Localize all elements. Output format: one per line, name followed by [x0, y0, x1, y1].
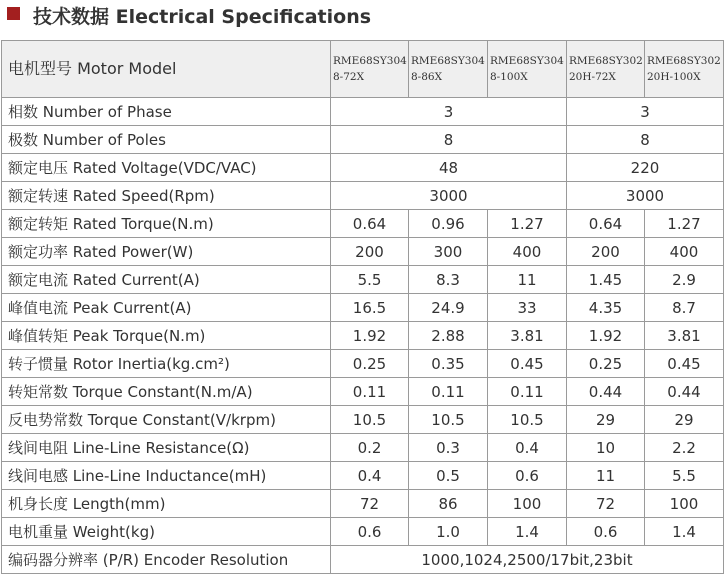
row-label: 线间电感 Line-Line Inductance(mH) [2, 462, 331, 490]
value-cell: 400 [488, 238, 567, 266]
table-row [2, 434, 724, 462]
value-cell: 10.5 [409, 406, 488, 434]
value-cell: 400 [645, 238, 724, 266]
table-row [2, 210, 724, 238]
value-cell: 1.92 [567, 322, 645, 350]
table-row [2, 350, 724, 378]
spec-table-body [2, 41, 724, 574]
value-cell: 1.4 [488, 518, 567, 546]
value-cell: 1.0 [409, 518, 488, 546]
model-name: RME68SY30220H-100X [645, 41, 724, 98]
value-cell-group-a: 48 [331, 154, 567, 182]
table-row [2, 238, 724, 266]
value-cell: 10.5 [488, 406, 567, 434]
value-cell: 72 [567, 490, 645, 518]
row-label: 编码器分辨率 (P/R) Encoder Resolution [2, 546, 331, 574]
table-row [2, 322, 724, 350]
value-cell: 2.9 [645, 266, 724, 294]
value-cell-group-a: 3 [331, 98, 567, 126]
value-cell: 100 [645, 490, 724, 518]
table-row [2, 406, 724, 434]
row-label: 转子惯量 Rotor Inertia(kg.cm²) [2, 350, 331, 378]
value-cell: 0.6 [331, 518, 409, 546]
value-cell: 8.3 [409, 266, 488, 294]
table-row [2, 266, 724, 294]
value-cell: 11 [488, 266, 567, 294]
value-cell: 100 [488, 490, 567, 518]
value-cell: 0.44 [567, 378, 645, 406]
value-cell: 0.11 [409, 378, 488, 406]
value-cell: 0.6 [488, 462, 567, 490]
value-cell: 8.7 [645, 294, 724, 322]
value-cell: 1.27 [645, 210, 724, 238]
value-cell: 0.44 [645, 378, 724, 406]
value-cell: 72 [331, 490, 409, 518]
value-cell: 29 [567, 406, 645, 434]
value-cell: 24.9 [409, 294, 488, 322]
value-cell: 0.96 [409, 210, 488, 238]
model-name: RME68SY3048-86X [409, 41, 488, 98]
value-cell: 0.6 [567, 518, 645, 546]
value-cell-group-b: 220 [567, 154, 724, 182]
value-cell: 0.4 [488, 434, 567, 462]
table-row [2, 154, 724, 182]
row-label: 额定电压 Rated Voltage(VDC/VAC) [2, 154, 331, 182]
value-cell: 2.88 [409, 322, 488, 350]
table-row [2, 294, 724, 322]
table-row [2, 546, 724, 574]
value-cell: 0.4 [331, 462, 409, 490]
value-cell: 0.64 [567, 210, 645, 238]
value-cell: 0.11 [331, 378, 409, 406]
row-label: 峰值电流 Peak Current(A) [2, 294, 331, 322]
value-cell: 0.35 [409, 350, 488, 378]
table-row [2, 98, 724, 126]
value-cell: 0.5 [409, 462, 488, 490]
header-label: 电机型号 Motor Model [2, 41, 331, 98]
value-cell-group-a: 3000 [331, 182, 567, 210]
section-title: 技术数据 Electrical Specifications [33, 6, 372, 28]
table-row [2, 518, 724, 546]
table-row [2, 378, 724, 406]
value-cell-group-b: 3000 [567, 182, 724, 210]
row-label: 转矩常数 Torque Constant(N.m/A) [2, 378, 331, 406]
table-row [2, 490, 724, 518]
value-cell: 3.81 [488, 322, 567, 350]
header-row [2, 41, 724, 98]
row-label: 额定转矩 Rated Torque(N.m) [2, 210, 331, 238]
value-cell: 29 [645, 406, 724, 434]
value-cell: 10 [567, 434, 645, 462]
model-name: RME68SY3048-72X [331, 41, 409, 98]
value-cell: 1.92 [331, 322, 409, 350]
model-name: RME68SY30220H-72X [567, 41, 645, 98]
value-cell: 0.45 [645, 350, 724, 378]
value-cell-group-b: 3 [567, 98, 724, 126]
value-cell: 0.64 [331, 210, 409, 238]
value-cell: 1.27 [488, 210, 567, 238]
value-cell: 86 [409, 490, 488, 518]
value-cell-group-b: 8 [567, 126, 724, 154]
value-cell: 300 [409, 238, 488, 266]
value-cell-group-a: 8 [331, 126, 567, 154]
table-row [2, 182, 724, 210]
value-cell-merged: 1000,1024,2500/17bit,23bit [331, 546, 724, 574]
value-cell: 33 [488, 294, 567, 322]
value-cell: 10.5 [331, 406, 409, 434]
value-cell: 4.35 [567, 294, 645, 322]
value-cell: 5.5 [645, 462, 724, 490]
value-cell: 3.81 [645, 322, 724, 350]
value-cell: 1.45 [567, 266, 645, 294]
value-cell: 11 [567, 462, 645, 490]
row-label: 电机重量 Weight(kg) [2, 518, 331, 546]
value-cell: 5.5 [331, 266, 409, 294]
row-label: 额定转速 Rated Speed(Rpm) [2, 182, 331, 210]
row-label: 峰值转矩 Peak Torque(N.m) [2, 322, 331, 350]
value-cell: 200 [331, 238, 409, 266]
row-label: 线间电阻 Line-Line Resistance(Ω) [2, 434, 331, 462]
row-label: 额定电流 Rated Current(A) [2, 266, 331, 294]
spec-table [1, 40, 724, 574]
model-name: RME68SY3048-100X [488, 41, 567, 98]
row-label: 额定功率 Rated Power(W) [2, 238, 331, 266]
section-title-bar [0, 0, 724, 30]
value-cell: 16.5 [331, 294, 409, 322]
row-label: 极数 Number of Poles [2, 126, 331, 154]
title-marker-square [7, 7, 20, 20]
value-cell: 0.25 [567, 350, 645, 378]
value-cell: 0.3 [409, 434, 488, 462]
value-cell: 0.2 [331, 434, 409, 462]
table-row [2, 462, 724, 490]
value-cell: 0.45 [488, 350, 567, 378]
value-cell: 0.25 [331, 350, 409, 378]
value-cell: 1.4 [645, 518, 724, 546]
table-row [2, 126, 724, 154]
row-label: 反电势常数 Torque Constant(V/krpm) [2, 406, 331, 434]
value-cell: 0.11 [488, 378, 567, 406]
value-cell: 2.2 [645, 434, 724, 462]
row-label: 相数 Number of Phase [2, 98, 331, 126]
value-cell: 200 [567, 238, 645, 266]
row-label: 机身长度 Length(mm) [2, 490, 331, 518]
